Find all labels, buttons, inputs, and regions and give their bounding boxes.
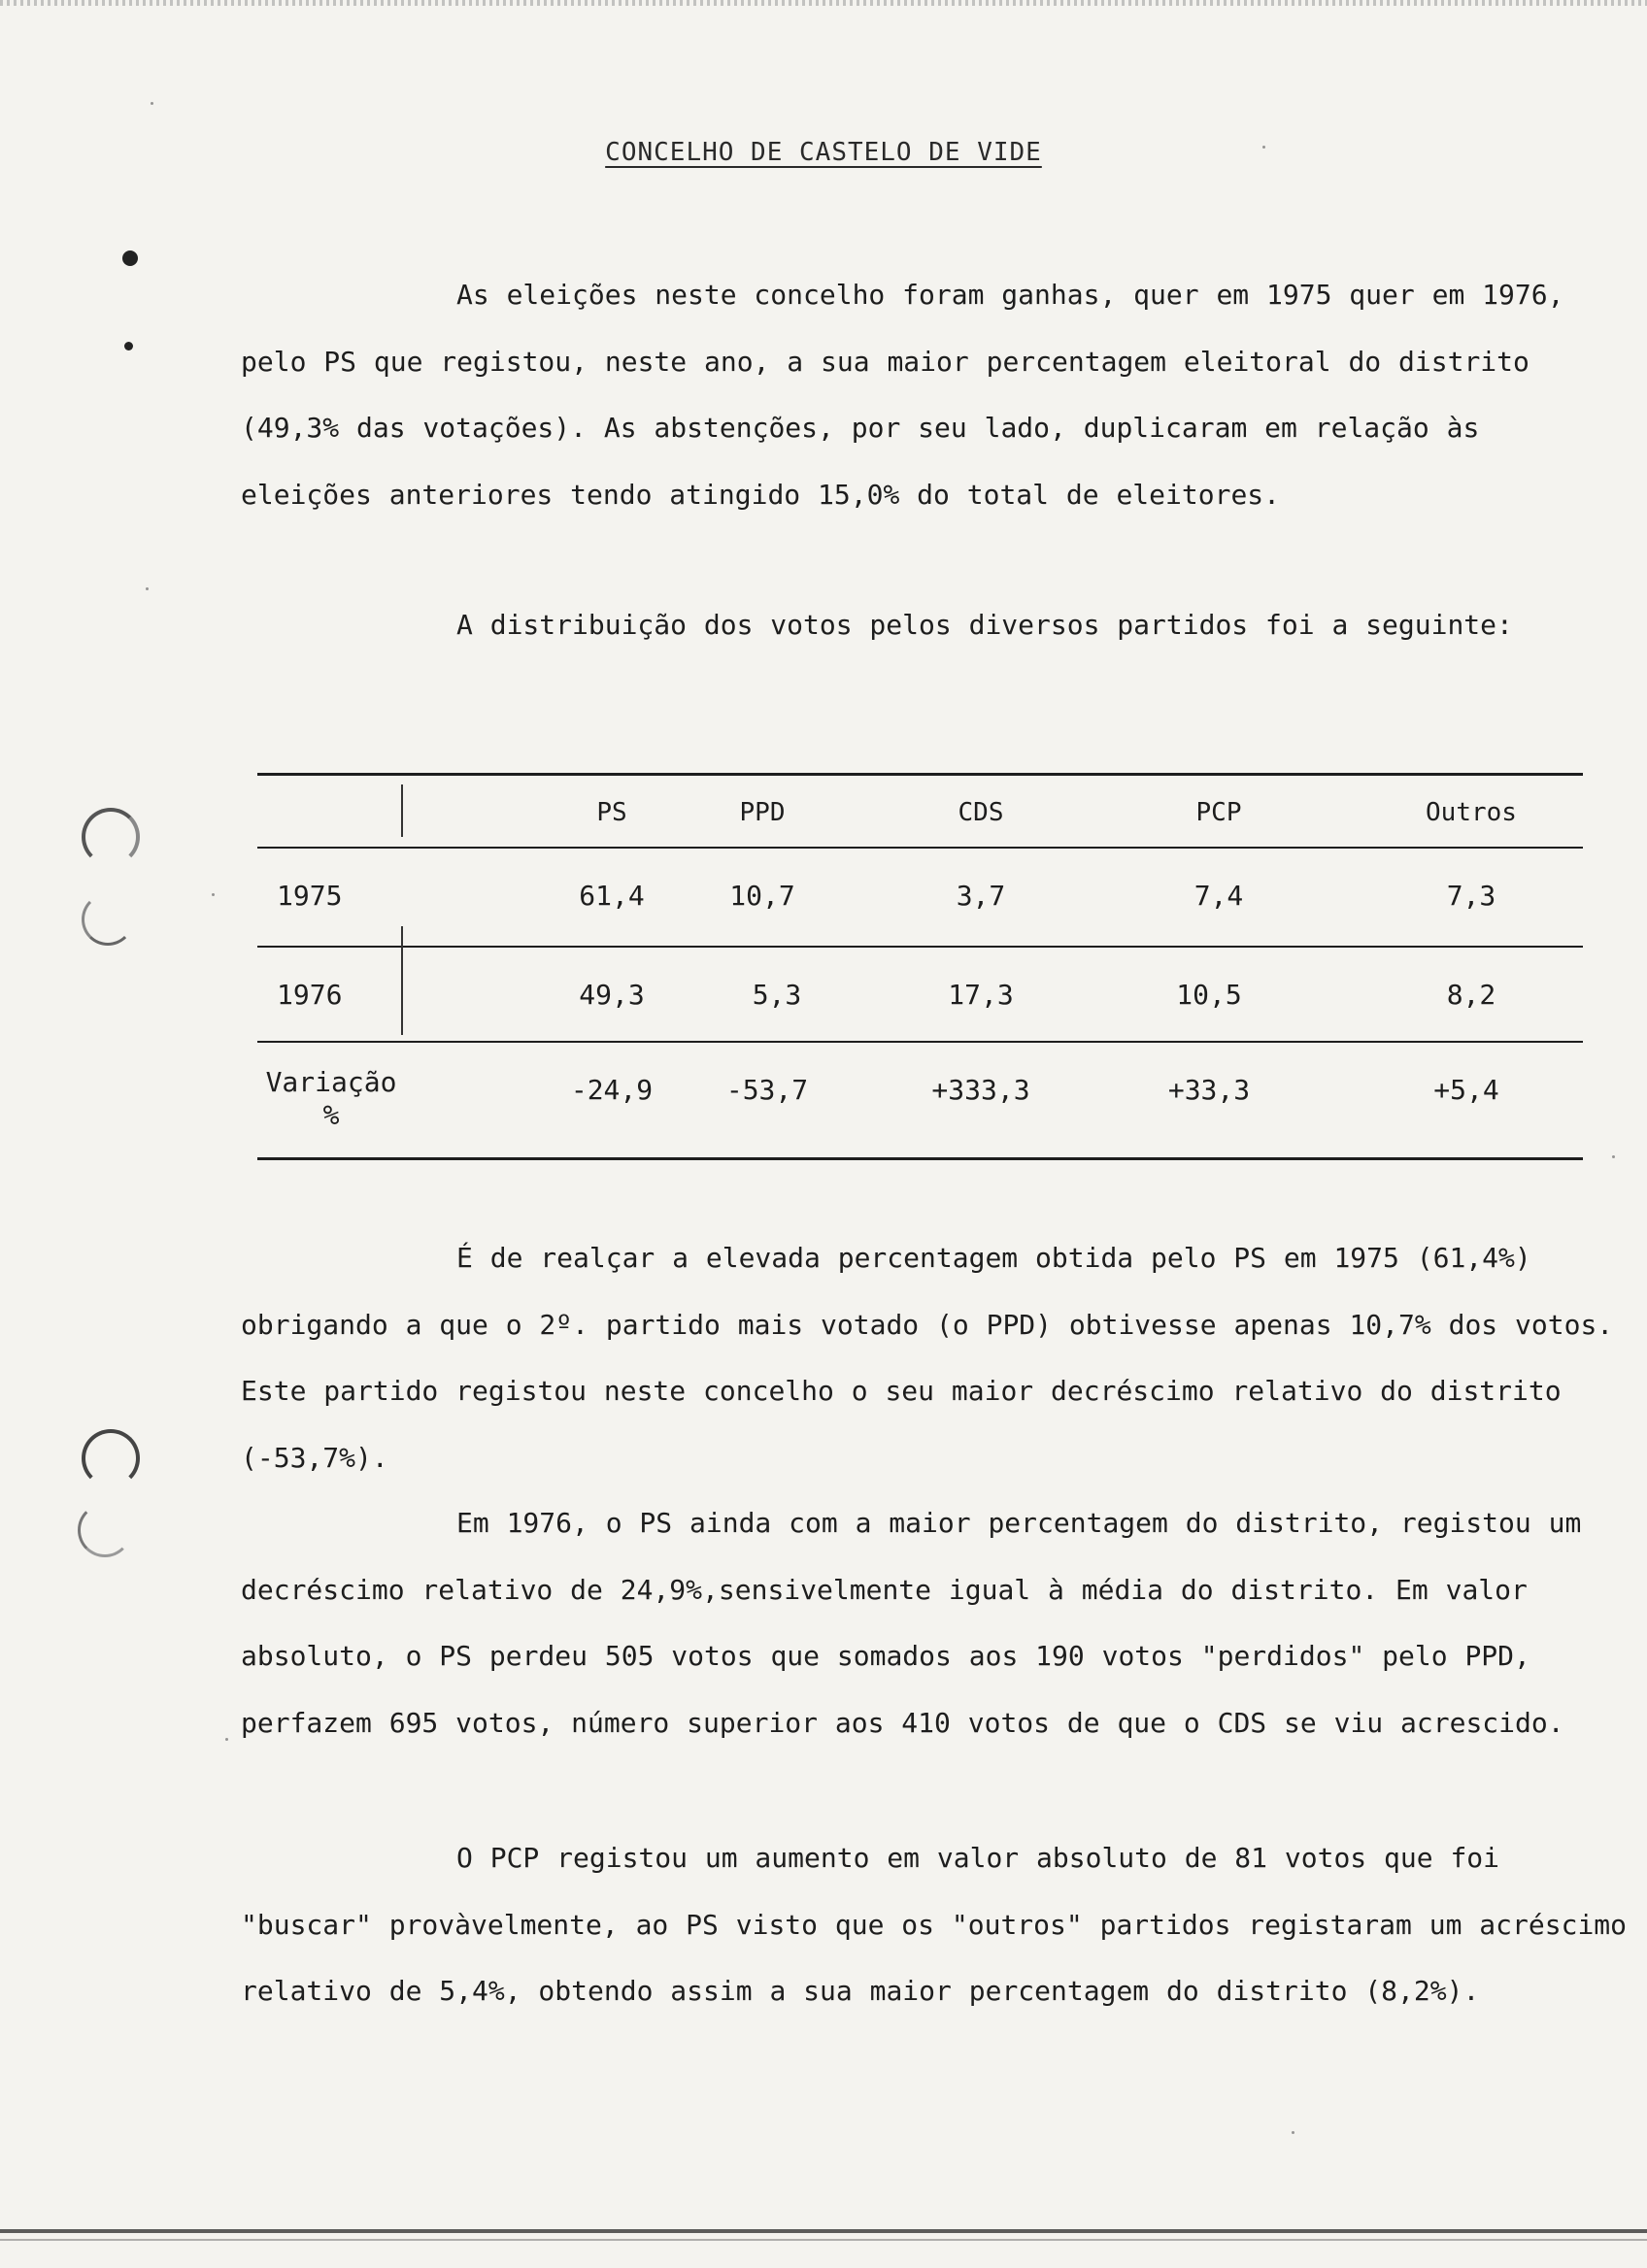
row-label-1976: 1976 <box>277 979 343 1011</box>
table-cell: 7,3 <box>1446 880 1496 912</box>
table-cell: 3,7 <box>956 880 1006 912</box>
paragraph-ps-1975: É de realçar a elevada percentagem obtida pelo PS em 1975 (61,4%) obrigando a que o 2º. partido mais votado (o PPD) obtivesse apenas 10,7% dos votos. Este partido registou neste concelho o seu maior decréscimo relativo do distrito (-53,7%). <box>241 1242 1614 1474</box>
paragraph-ps-1976: Em 1976, o PS ainda com a maior percentagem do distrito, registou um decréscimo relativo de 24,9%,sensivelmente igual à média do distrito. Em valor absoluto, o PS perdeu 505 votos que somados aos 190 votos "perdidos" pelo PPD, perfazem 695 votos, número superior aos 410 votos de que o CDS se viu acrescido. <box>241 1507 1582 1739</box>
punch-hole <box>82 1429 140 1487</box>
table-cell: +5,4 <box>1433 1074 1499 1106</box>
table-cell: +33,3 <box>1167 1074 1251 1106</box>
table-rule <box>257 773 1583 776</box>
header-outros: Outros <box>1426 798 1517 827</box>
header-ppd: PPD <box>739 798 786 827</box>
paragraph-distribution: A distribuição dos votos pelos diversos partidos foi a seguinte: <box>456 609 1513 641</box>
table-cell: +333,3 <box>931 1074 1030 1106</box>
row-label-variacao-line2: % <box>322 1099 340 1131</box>
row-label-1975: 1975 <box>277 880 343 912</box>
speck <box>151 102 153 105</box>
table-rule <box>257 1041 1583 1043</box>
table-cell: 5,3 <box>752 979 802 1011</box>
scan-bottom-edge <box>0 2239 1647 2241</box>
table-rule <box>257 847 1583 849</box>
page-title: CONCELHO DE CASTELO DE VIDE <box>605 138 1042 167</box>
table-cell: 17,3 <box>948 979 1014 1011</box>
punch-hole <box>78 1503 132 1557</box>
punch-hole <box>82 893 134 946</box>
table-cell: 49,3 <box>579 979 645 1011</box>
table-column-divider <box>401 784 403 837</box>
paragraph-intro: As eleições neste concelho foram ganhas, quer em 1975 quer em 1976, pelo PS que registou, neste ano, a sua maior percentagem eleitoral do distrito (49,3% das votações). As abstenções, por seu lado, duplicaram em relação às eleições anteriores tendo atingido 15,0% do total de eleitores. <box>241 279 1564 511</box>
header-pcp: PCP <box>1195 798 1242 827</box>
header-ps: PS <box>596 798 627 827</box>
table-rule <box>257 946 1583 948</box>
table-cell: -24,9 <box>570 1074 654 1106</box>
speck <box>146 587 149 590</box>
paragraph-pcp: O PCP registou um aumento em valor absoluto de 81 votos que foi "buscar" provàvelmente, ao PS visto que os "outros" partidos registaram um acréscimo relativo de 5,4%, obtendo assim a sua maior percentagem do distrito (8,2%). <box>241 1842 1628 2007</box>
row-label-variacao <box>263 1066 399 1132</box>
table-cell: 10,5 <box>1176 979 1242 1011</box>
table-cell: 61,4 <box>579 880 645 912</box>
punch-hole <box>82 808 140 866</box>
table-cell: -53,7 <box>725 1074 809 1106</box>
table-cell: 7,4 <box>1193 880 1244 912</box>
speck <box>1612 1155 1615 1158</box>
table-column-divider <box>401 926 403 1035</box>
speck <box>212 893 215 896</box>
row-label-variacao-line1: Variação <box>265 1066 397 1098</box>
speck <box>225 1738 228 1741</box>
header-cds: CDS <box>958 798 1004 827</box>
table-cell: 8,2 <box>1446 979 1496 1011</box>
speck <box>1292 2131 1294 2134</box>
scan-top-edge <box>0 0 1647 6</box>
votes-table <box>257 773 1583 1161</box>
table-cell: 10,7 <box>729 880 795 912</box>
table-rule <box>257 1157 1583 1160</box>
scan-bottom-edge <box>0 2229 1647 2233</box>
margin-dot <box>124 342 133 350</box>
margin-dot <box>122 250 138 266</box>
